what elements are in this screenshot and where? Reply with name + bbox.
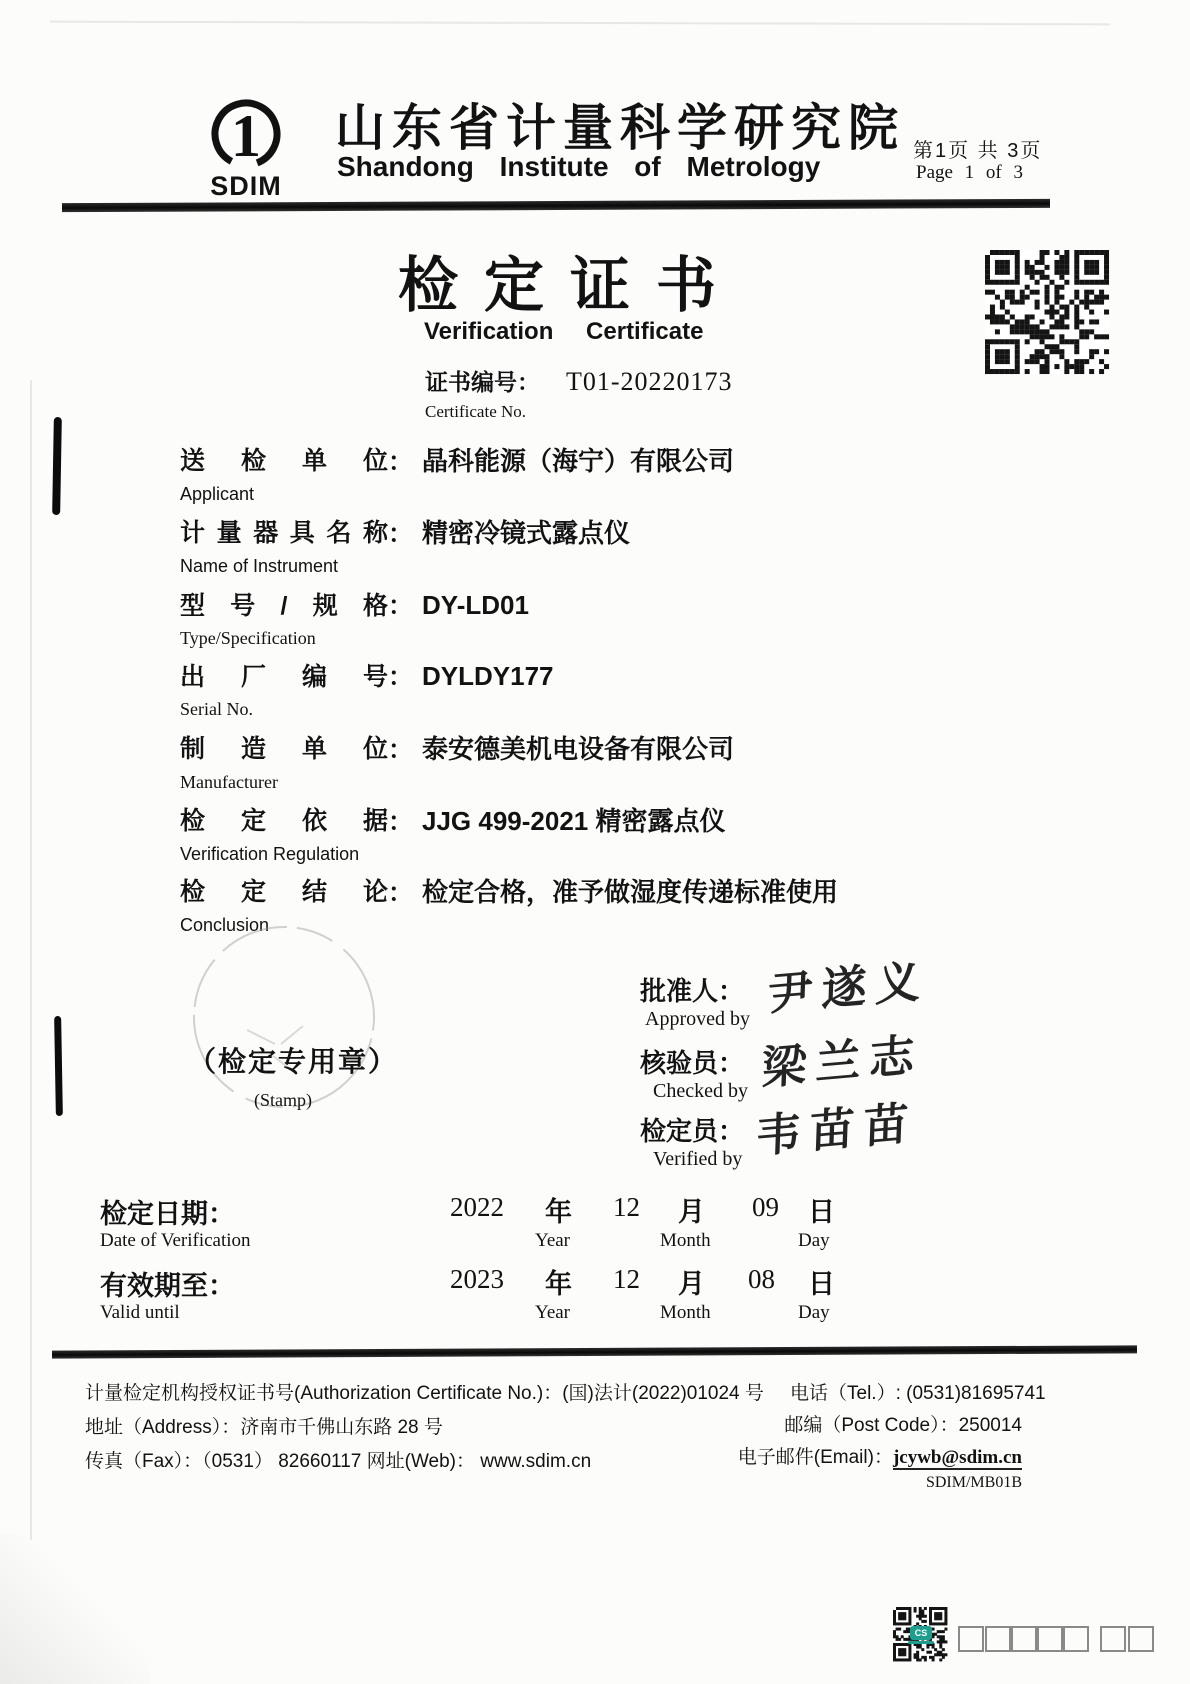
verifier-label: 检定员： xyxy=(640,1116,745,1146)
approver-signature: 尹遂义 xyxy=(766,954,931,1021)
footer-rule xyxy=(52,1345,1137,1358)
date-month-value: 12 xyxy=(613,1264,640,1294)
field-label-zh: 出厂编号 xyxy=(180,663,388,691)
watermark-square xyxy=(1011,1626,1037,1652)
certificate-title-en: Verification Certificate xyxy=(424,318,704,345)
date-sublabel: Valid until xyxy=(100,1302,180,1323)
month-unit-en: Month xyxy=(660,1230,711,1251)
field-row-instrument xyxy=(180,513,630,577)
verifier-signature: 韦苗苗 xyxy=(754,1096,919,1163)
field-label-en: Type/Specification xyxy=(180,628,316,648)
approver-sublabel: Approved by xyxy=(645,1008,750,1030)
field-label-en: Manufacturer xyxy=(180,772,278,792)
scan-mark xyxy=(54,1016,63,1116)
email-line xyxy=(700,1442,1022,1469)
certificate-number-value: T01-20220173 xyxy=(566,367,733,396)
date-label: 有效期至： xyxy=(100,1271,235,1301)
year-unit-en: Year xyxy=(535,1302,571,1323)
field-value: JJG 499-2021 精密露点仪 xyxy=(422,806,726,836)
scan-top-line xyxy=(50,21,1110,26)
watermark-square xyxy=(1100,1626,1126,1652)
colon: ： xyxy=(388,663,414,691)
date-day-value: 09 xyxy=(752,1192,779,1222)
camscanner-badge-icon: CS xyxy=(910,1626,932,1640)
colon: ： xyxy=(388,520,414,548)
form-code: SDIM/MB01B xyxy=(925,1474,1022,1491)
watermark-square xyxy=(958,1626,984,1652)
month-unit: 月 xyxy=(678,1269,705,1299)
checker-label: 核验员： xyxy=(640,1048,745,1078)
field-row-type xyxy=(180,586,529,649)
watermark-square xyxy=(1128,1626,1154,1652)
date-year-value: 2023 xyxy=(450,1264,504,1294)
field-label-en: Name of Instrument xyxy=(180,556,339,576)
address-line: 地址（Address）：济南市千佛山东路 28 号 xyxy=(85,1417,443,1438)
scan-corner-shade xyxy=(0,1534,150,1684)
field-value: 泰安德美机电设备有限公司 xyxy=(422,734,735,764)
colon: ： xyxy=(388,736,414,764)
certificate-number-label: 证书编号： xyxy=(425,369,540,395)
day-unit: 日 xyxy=(808,1269,835,1299)
field-value: DYLDY177 xyxy=(422,661,554,691)
sdim-logo xyxy=(198,96,294,202)
colon: ： xyxy=(388,879,414,907)
tel-line: 电话（Tel.）: (0531)81695741 xyxy=(790,1383,1046,1404)
certificate-number-line xyxy=(425,364,733,397)
year-unit: 年 xyxy=(545,1269,572,1299)
date-day-value: 08 xyxy=(748,1264,775,1294)
day-unit-en: Day xyxy=(798,1302,830,1323)
stamp-circle xyxy=(185,918,383,1116)
watermark-square xyxy=(985,1626,1011,1652)
field-row-regulation xyxy=(180,801,726,865)
date-label: 检定日期： xyxy=(100,1199,235,1229)
date-sublabel: Date of Verification xyxy=(100,1230,251,1251)
certificate-number-sublabel: Certificate No. xyxy=(425,402,527,421)
field-label-en: Verification Regulation xyxy=(180,844,360,864)
page-info-en: Page 1 of 3 xyxy=(916,162,1024,183)
checker-sublabel: Checked by xyxy=(653,1080,748,1102)
camscanner-badge-underline xyxy=(908,1641,934,1644)
scan-edge-line xyxy=(30,380,32,1540)
field-value: DY-LD01 xyxy=(422,590,529,620)
approver-label: 批准人： xyxy=(640,976,745,1006)
date-month-value: 12 xyxy=(613,1192,640,1222)
certificate-title-zh: 检定证书 xyxy=(398,252,742,319)
month-unit-en: Month xyxy=(660,1302,711,1323)
institute-title-zh: 山东省计量科学研究院 xyxy=(335,100,905,156)
stamp-text: （检定专用章） xyxy=(188,1046,399,1077)
verifier-sublabel: Verified by xyxy=(653,1148,743,1170)
watermark-square xyxy=(1063,1626,1089,1652)
year-unit-en: Year xyxy=(535,1230,571,1251)
field-label-en: Conclusion xyxy=(180,915,270,935)
svg-text:1: 1 xyxy=(231,103,261,169)
field-label-en: Serial No. xyxy=(180,699,253,719)
checker-signature: 梁兰志 xyxy=(760,1028,925,1095)
colon: ： xyxy=(388,808,414,836)
field-label-zh: 检定依据 xyxy=(180,807,388,835)
sdim-logo-icon xyxy=(200,96,292,180)
field-row-serial xyxy=(180,657,554,720)
field-label-zh: 送检单位 xyxy=(180,447,388,475)
colon: ： xyxy=(388,592,414,620)
field-label-zh: 型号/规格 xyxy=(180,592,388,620)
email-value: jcywb@sdim.cn xyxy=(892,1447,1022,1468)
day-unit: 日 xyxy=(808,1197,835,1227)
postcode-line: 邮编（Post Code）：250014 xyxy=(784,1415,1022,1436)
watermark-square xyxy=(1037,1626,1063,1652)
month-unit: 月 xyxy=(678,1197,705,1227)
fax-web-line: 传真（Fax）：（0531） 82660117 网址(Web)： www.sdim.cn xyxy=(85,1451,592,1472)
field-value: 检定合格，准予做湿度传递标准使用 xyxy=(422,877,839,907)
qr-code xyxy=(985,250,1109,374)
colon: ： xyxy=(388,448,414,476)
field-value: 精密冷镜式露点仪 xyxy=(422,518,631,548)
day-unit-en: Day xyxy=(798,1230,830,1251)
field-label-zh: 制造单位 xyxy=(180,735,388,763)
year-unit: 年 xyxy=(545,1197,572,1227)
field-value: 晶科能源（海宁）有限公司 xyxy=(422,446,735,476)
logo-text: SDIM xyxy=(210,171,282,201)
field-row-applicant xyxy=(180,441,734,505)
field-row-manufacturer xyxy=(180,729,734,793)
scan-mark xyxy=(52,417,62,515)
field-label-zh: 计量器具名称 xyxy=(180,519,388,547)
institute-title-en: Shandong Institute of Metrology xyxy=(337,151,821,182)
stamp-sublabel: (Stamp) xyxy=(254,1090,312,1110)
field-label-en: Applicant xyxy=(180,484,255,504)
date-year-value: 2022 xyxy=(450,1192,504,1222)
page-info-zh: 第1页 共 3页 xyxy=(913,140,1043,162)
field-label-zh: 检定结论 xyxy=(180,878,388,906)
email-label: 电子邮件(Email)： xyxy=(737,1447,893,1468)
authorization-line: 计量检定机构授权证书号(Authorization Certificate No.)：(国)法计(2022)01024 号 xyxy=(85,1383,764,1404)
